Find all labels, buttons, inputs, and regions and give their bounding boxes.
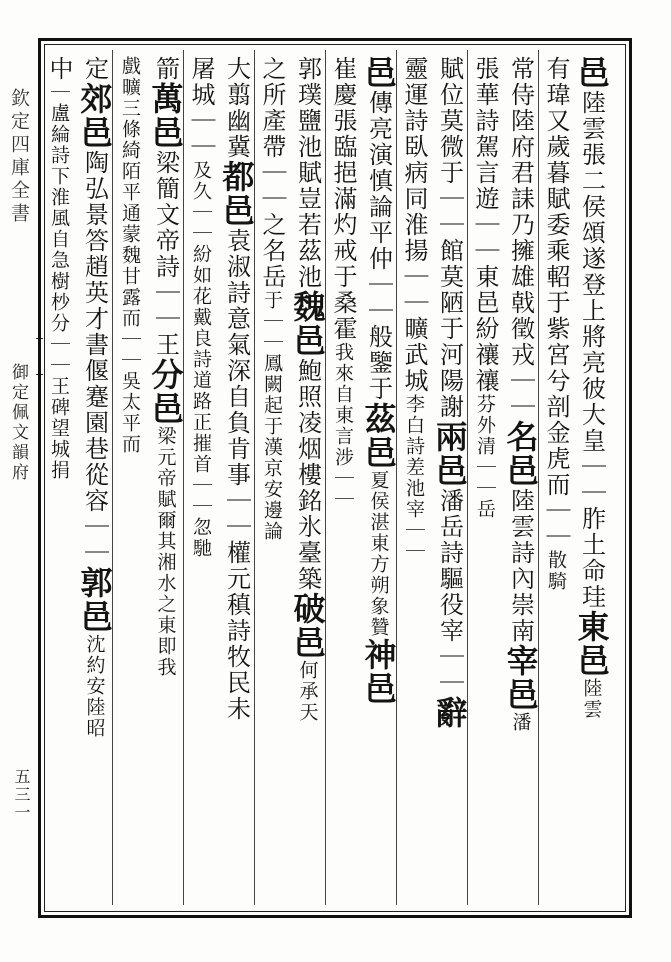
text-column <box>539 56 573 592</box>
entry-text: 于｜｜鳳闕起于漢京 <box>261 290 283 479</box>
entry-text: 及久｜｜紛如花戴良詩道路正摧首｜｜忽馳 <box>190 160 212 559</box>
text-column <box>113 56 147 455</box>
entry-text: 屠城｜｜ <box>187 56 215 160</box>
page-number: 五三一 <box>12 768 31 822</box>
text-column <box>217 56 256 722</box>
column-rule <box>325 50 326 905</box>
entry-heading: 神邑 <box>359 638 398 706</box>
entry-text: 李白詩差池宰｜｜ <box>403 394 425 562</box>
entry-text: 傳亮演慎論平仲｜｜般鑒于 <box>364 90 393 402</box>
entry-heading: 兩邑 <box>430 420 469 488</box>
entry-text: 中 <box>45 56 73 82</box>
column-rule <box>183 50 184 905</box>
entry-heading: 分邑 <box>146 358 185 426</box>
entry-text: 岳 <box>474 499 496 520</box>
text-column <box>288 56 327 723</box>
entry-text: 靈運詩臥病同淮揚｜｜曠武城 <box>400 56 428 394</box>
entry-text: 通蒙魏甘露而｜｜吳太平而 <box>119 203 141 455</box>
column-rule <box>396 50 397 905</box>
entry-text: 散騎 <box>545 550 567 592</box>
entry-text: 郭璞鹽池賦豈若茲池 <box>293 56 322 290</box>
entry-text: 梁簡文帝詩｜｜王 <box>151 150 180 358</box>
entry-text: 梁元帝賦爾其湘水之東即我 <box>154 426 177 678</box>
entry-heading: 都邑 <box>217 160 256 228</box>
text-column <box>184 56 218 559</box>
entry-text: 我來自東言涉｜｜ <box>332 342 354 510</box>
margin-gutter <box>0 38 41 918</box>
entry-text: 陸雲 <box>580 678 603 720</box>
entry-heading: 破邑 <box>288 592 327 660</box>
entry-heading: 東邑 <box>572 610 611 678</box>
text-column <box>326 56 360 510</box>
entry-text: 之所產帶｜｜之名岳 <box>258 56 286 290</box>
text-column <box>501 56 540 733</box>
entry-text: 賦位莫微于｜｜館莫陋于河陽謝 <box>435 56 464 420</box>
entry-text: 定 <box>80 56 109 82</box>
entry-text: 沈約安陸昭 <box>83 634 106 739</box>
text-column <box>146 56 185 678</box>
entry-text: 何承天 <box>296 660 319 723</box>
entry-text: 常侍陸府君誄乃擁雄戟徵戎｜｜ <box>506 56 535 420</box>
book-title: 欽定四庫全書 <box>8 88 30 226</box>
entry-text: 鮑照凌烟樓銘氷臺築 <box>293 358 322 592</box>
text-column <box>468 56 502 520</box>
entry-heading: 萬邑 <box>146 82 185 150</box>
entry-heading: 茲邑 <box>359 402 398 470</box>
text-column <box>430 56 469 730</box>
entry-heading: 邑 <box>359 56 398 90</box>
text-column <box>255 56 289 542</box>
entry-text: 安邊論 <box>261 479 283 542</box>
entry-text: 戲曠三條綺陌平 <box>119 56 141 203</box>
text-column <box>75 56 114 739</box>
entry-text: 陸雲詩內崇南 <box>506 488 535 644</box>
entry-text: ｜盧綸詩下淮風自急樹杪分｜｜ <box>48 82 70 376</box>
entry-text: 張華詩駕言遊｜｜東邑紛禳禳 <box>471 56 499 394</box>
text-column <box>397 56 431 562</box>
entry-text: 有瑋又歲暮賦委乘軺于紫宮兮剖金虎而｜｜ <box>542 56 570 550</box>
book-subtitle: 御定佩文韻府 <box>8 363 28 483</box>
entry-text: 夏侯湛東方朔象贊 <box>367 470 390 638</box>
entry-text: 箭 <box>151 56 180 82</box>
column-rule <box>112 50 113 905</box>
entry-text: 陶弘景答趙英才書偃蹇園巷從容｜｜ <box>80 150 109 566</box>
entry-heading: 邑 <box>572 56 611 90</box>
entry-heading: 郊邑 <box>75 82 114 150</box>
entry-text: 芬外清｜｜ <box>474 394 496 499</box>
entry-heading: 宰邑 <box>501 644 540 712</box>
entry-heading: 郭邑 <box>75 566 114 634</box>
entry-text: 袁淑詩意氣深自負肯事｜｜權元稹詩牧民未 <box>222 228 251 722</box>
entry-text: 崔慶張臨挹滿灼戒于桑霍 <box>329 56 357 342</box>
entry-text: 潘岳詩驅役宰｜｜ <box>435 488 464 696</box>
entry-text: 王碑望城捐 <box>48 376 70 481</box>
entry-text: 大翦幽冀 <box>222 56 251 160</box>
entry-heading: 魏邑 <box>288 290 327 358</box>
text-column <box>572 56 611 720</box>
entry-heading: 辭 <box>430 696 469 730</box>
entry-text: 潘 <box>509 712 532 733</box>
text-column <box>359 56 398 706</box>
entry-heading: 名邑 <box>501 420 540 488</box>
entry-text: 陸雲張二侯頌遂登上將亮彼大皇｜｜胙土命珪 <box>577 90 606 610</box>
text-column <box>42 56 76 481</box>
